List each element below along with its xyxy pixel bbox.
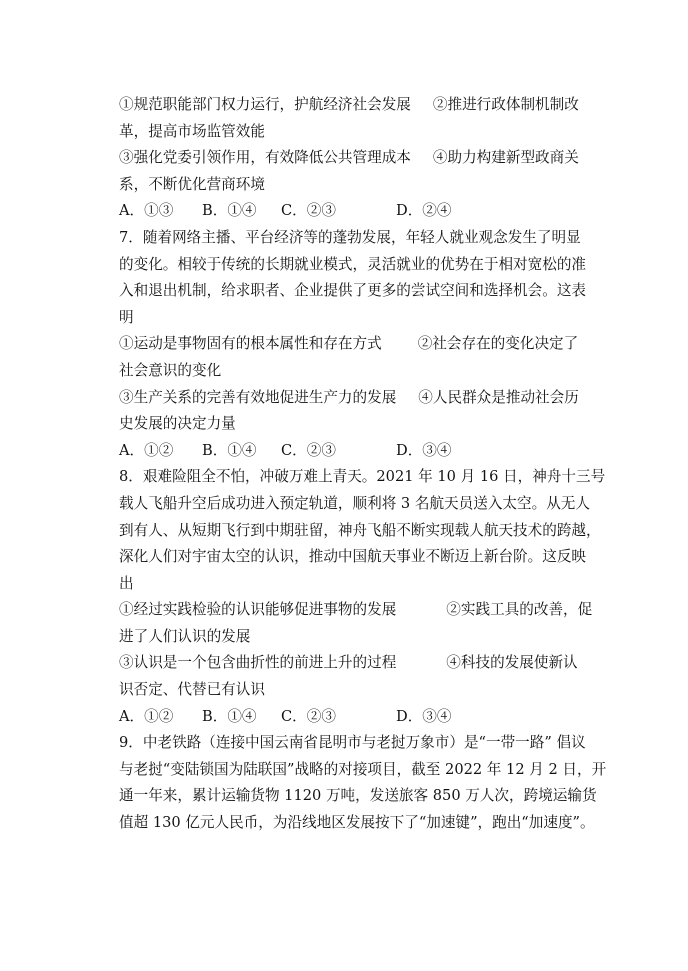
text-line <box>119 783 597 810</box>
answer-option: B．①④ <box>202 707 257 725</box>
text-segment: 社会意识的变化 <box>119 361 222 379</box>
text-line <box>119 278 587 305</box>
text-line <box>119 411 571 438</box>
text-segment: ①经过实践检验的认识能够促进事物的发展 <box>119 601 397 619</box>
text-segment: 明 <box>119 308 134 326</box>
answer-option: A．①② <box>119 707 174 725</box>
text-line <box>119 677 571 704</box>
text-segment: ④人民群众是推动社会历 <box>418 388 579 406</box>
text-segment: 革，提高市场监管效能 <box>119 122 265 140</box>
text-segment: ②推进行政体制机制改 <box>432 96 579 113</box>
answer-option: C．②③ <box>281 202 336 220</box>
text-line <box>119 305 571 332</box>
text-line <box>119 544 587 571</box>
text-line <box>119 225 581 252</box>
text-line <box>119 810 595 837</box>
answer-options-row <box>119 704 571 731</box>
answer-option: D．③④ <box>396 707 452 725</box>
text-line <box>119 145 579 172</box>
text-segment: 出 <box>119 574 134 592</box>
text-line <box>119 624 571 651</box>
text-segment: ②实践工具的改善，促 <box>446 601 593 619</box>
text-line <box>119 92 579 119</box>
text-segment: ③生产关系的完善有效地促进生产力的发展 <box>119 388 397 406</box>
text-segment: 系，不断优化营商环境 <box>119 175 265 193</box>
answer-options-row <box>119 198 571 225</box>
text-segment: 7．随着网络主播、平台经济等的蓬勃发展，年轻人就业观念发生了明显 <box>119 228 581 246</box>
text-line <box>119 358 571 385</box>
text-line <box>119 172 571 199</box>
text-line <box>119 464 606 491</box>
text-line <box>119 650 578 677</box>
answer-option: D．③④ <box>396 441 452 459</box>
text-segment: 深化人们对宇宙太空的认识，推动中国航天事业不断迈上新台阶。这反映 <box>119 548 587 566</box>
text-segment: 8．艰难险阻全不怕，冲破万难上青天。2021 年 10 月 16 日，神舟十三号 <box>119 468 606 486</box>
text-segment: 史发展的决定力量 <box>119 415 236 433</box>
text-segment: ①运动是事物固有的根本属性和存在方式 <box>119 335 382 353</box>
answer-option: C．②③ <box>281 707 336 725</box>
text-segment: ①规范职能部门权力运行，护航经济社会发展 <box>119 96 411 113</box>
text-segment: 入和退出机制，给求职者、企业提供了更多的尝试空间和选择机会。这表 <box>119 282 587 300</box>
text-line <box>119 331 579 358</box>
text-segment: 到有人、从短期飞行到中期驻留，神舟飞船不断实现载人航天技术的跨越， <box>119 521 601 539</box>
text-segment: ④科技的发展使新认 <box>446 654 578 672</box>
text-line <box>119 597 593 624</box>
text-segment: ④助力构建新型政商关 <box>432 149 579 167</box>
document-page <box>119 92 607 837</box>
text-line <box>119 491 590 518</box>
text-line <box>119 757 607 784</box>
text-line <box>119 518 601 545</box>
text-segment: ②社会存在的变化决定了 <box>417 335 579 353</box>
text-segment: 的变化。相较于传统的长期就业模式，灵活就业的优势在于相对宽松的准 <box>119 255 587 273</box>
text-line <box>119 730 586 757</box>
text-segment: 载人飞船升空后成功进入预定轨道，顺利将 3 名航天员送入太空。从无人 <box>119 494 590 512</box>
text-segment: 9．中老铁路（连接中国云南省昆明市与老挝万象市）是“一带一路” 倡议 <box>119 734 586 752</box>
text-segment: 与老挝“变陆锁国为陆联国”战略的对接项目，截至 2022 年 12 月 2 日，开 <box>119 760 607 778</box>
text-segment: 进了人们认识的发展 <box>119 627 251 645</box>
answer-option: A．①③ <box>119 202 174 220</box>
answer-options-row <box>119 438 571 465</box>
text-line <box>119 385 579 412</box>
text-line <box>119 571 571 598</box>
answer-option: D．②④ <box>396 202 452 220</box>
answer-option: B．①④ <box>202 441 257 459</box>
answer-option: A．①② <box>119 441 174 459</box>
text-line <box>119 119 571 146</box>
text-segment: 值超 130 亿元人民币，为沿线地区发展按下了“加速键”，跑出“加速度”。 <box>119 814 595 832</box>
answer-option: C．②③ <box>281 441 336 459</box>
answer-option: B．①④ <box>202 202 257 220</box>
text-segment: 识否定、代替已有认识 <box>119 681 265 699</box>
text-segment: ③强化党委引领作用，有效降低公共管理成本 <box>119 149 411 167</box>
text-line <box>119 252 587 279</box>
text-segment: ③认识是一个包含曲折性的前进上升的过程 <box>119 654 397 672</box>
text-segment: 通一年来，累计运输货物 1120 万吨，发送旅客 850 万人次，跨境运输货 <box>119 787 597 805</box>
